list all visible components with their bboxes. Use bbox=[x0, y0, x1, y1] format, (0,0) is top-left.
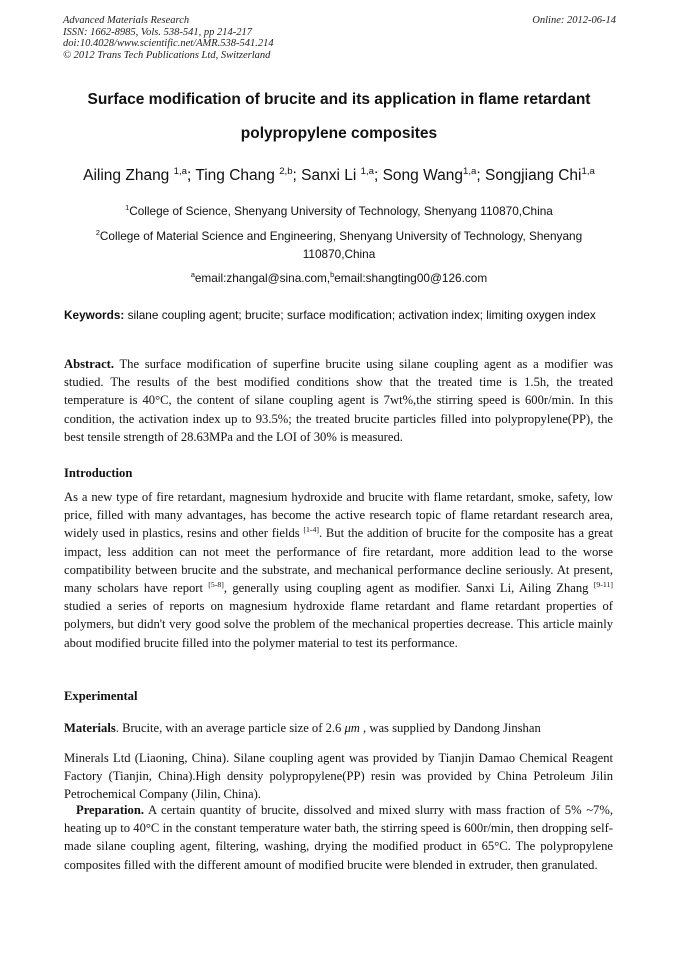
author-3: Sanxi Li $^{1,a}$; bbox=[301, 165, 383, 184]
author-4: Song Wang$^{1,a}$; bbox=[382, 165, 485, 184]
online-date: Online: 2012-06-14 bbox=[532, 15, 616, 26]
issn-line: ISSN: 1662-8985, Vols. 538-541, pp 214-217 bbox=[63, 26, 252, 38]
affiliation-1: $^1$College of Science, Shenyang University of Technology, Shenyang 110870,China bbox=[125, 203, 553, 218]
journal-header bbox=[63, 15, 274, 61]
journal-name: Advanced Materials Research bbox=[63, 15, 190, 26]
author-1: Ailing Zhang $^{1,a}$; bbox=[83, 165, 196, 184]
materials-line: Materials. Brucite, with an average particle size of 2.6 μm , was supplied by Dandong Jinshan bbox=[64, 721, 541, 735]
introduction-paragraph: As a new type of fire retardant, magnesium hydroxide and brucite with flame retardant, smoke, safety, low price, filled with many advantages, has become the active research topic of flame retardant research area, widely used in plastics, resins and other fields [1-4]. But the addition of brucite for the composite has a great impact, less addition can not meet the performance of fire retardant, more addition lead to the worse compatibility between brucite and the substrate, and mechanical performance decline seriously. At present, many scholars have report [5-8], generally using coupling agent as modifier. Sanxi Li, Ailing Zhang [9-11] studied a series of reports on magnesium hydroxide flame retardant and flame retardant properties of polymers, but didn't very good solve the problem of the mechanical properties decrease. This article mainly about modified brucite filled into the polymer material to test its performance. bbox=[64, 490, 613, 650]
introduction-heading: Introduction bbox=[64, 466, 133, 480]
copyright-line: © 2012 Trans Tech Publications Ltd, Switzerland bbox=[63, 49, 271, 61]
abstract: Abstract. The surface modification of superfine brucite using silane coupling agent as a modifier was studied. The results of the best modified conditions show that the treated time is 1.5h, the treated temperature is 40°C, the content of silane coupling agent is 7wt%,the stirring speed is 600r/min. In this condition, the activation index up to 93.5%; the treated brucite particles filled into polypropylene(PP), the best tensile strength of 28.63MPa and the LOI of 30% is measured. bbox=[64, 357, 613, 444]
affiliation-2: $^2$College of Material Science and Engineering, Shenyang University of Technology, Shenyang 110870,China bbox=[95, 228, 583, 261]
materials-paragraph: Minerals Ltd (Liaoning, China). Silane coupling agent was provided by Tianjin Damao Chemical Reagent Factory (Tianjin, China).High density polypropylene(PP) resin was provided by China Petroleum Jilin Petrochemical Company (Jilin, China). bbox=[64, 751, 613, 802]
preparation-paragraph: Preparation. A certain quantity of brucite, dissolved and mixed slurry with mass fraction of 5% ~7%, heating up to 40°C in the constant temperature water bath, the stirring speed is 600r/min, then dropping self-made silane coupling agent, filtering, washing, drying the modified product in 65°C. The polypropylene composites filled with the different amount of modified brucite were blended in extruder, then granulated. bbox=[64, 803, 613, 872]
author-5: Songjiang Chi$^{1,a}$ bbox=[484, 165, 595, 184]
paper-title-line-2: polypropylene composites bbox=[240, 125, 438, 142]
doi-line: doi:10.4028/www.scientific.net/AMR.538-541.214 bbox=[63, 38, 274, 49]
keywords: Keywords: silane coupling agent; brucite; surface modification; activation index; limiting oxygen index bbox=[64, 308, 596, 322]
email-line: $^a$email:zhangal@sina.com,$^b$email:shangting00@126.com bbox=[190, 270, 488, 285]
author-list bbox=[40, 167, 638, 185]
author-2: Ting Chang $^{2,b}$; bbox=[195, 165, 302, 184]
experimental-heading: Experimental bbox=[64, 689, 138, 703]
paper-title-line-1: Surface modification of brucite and its application in flame retardant bbox=[87, 91, 591, 108]
